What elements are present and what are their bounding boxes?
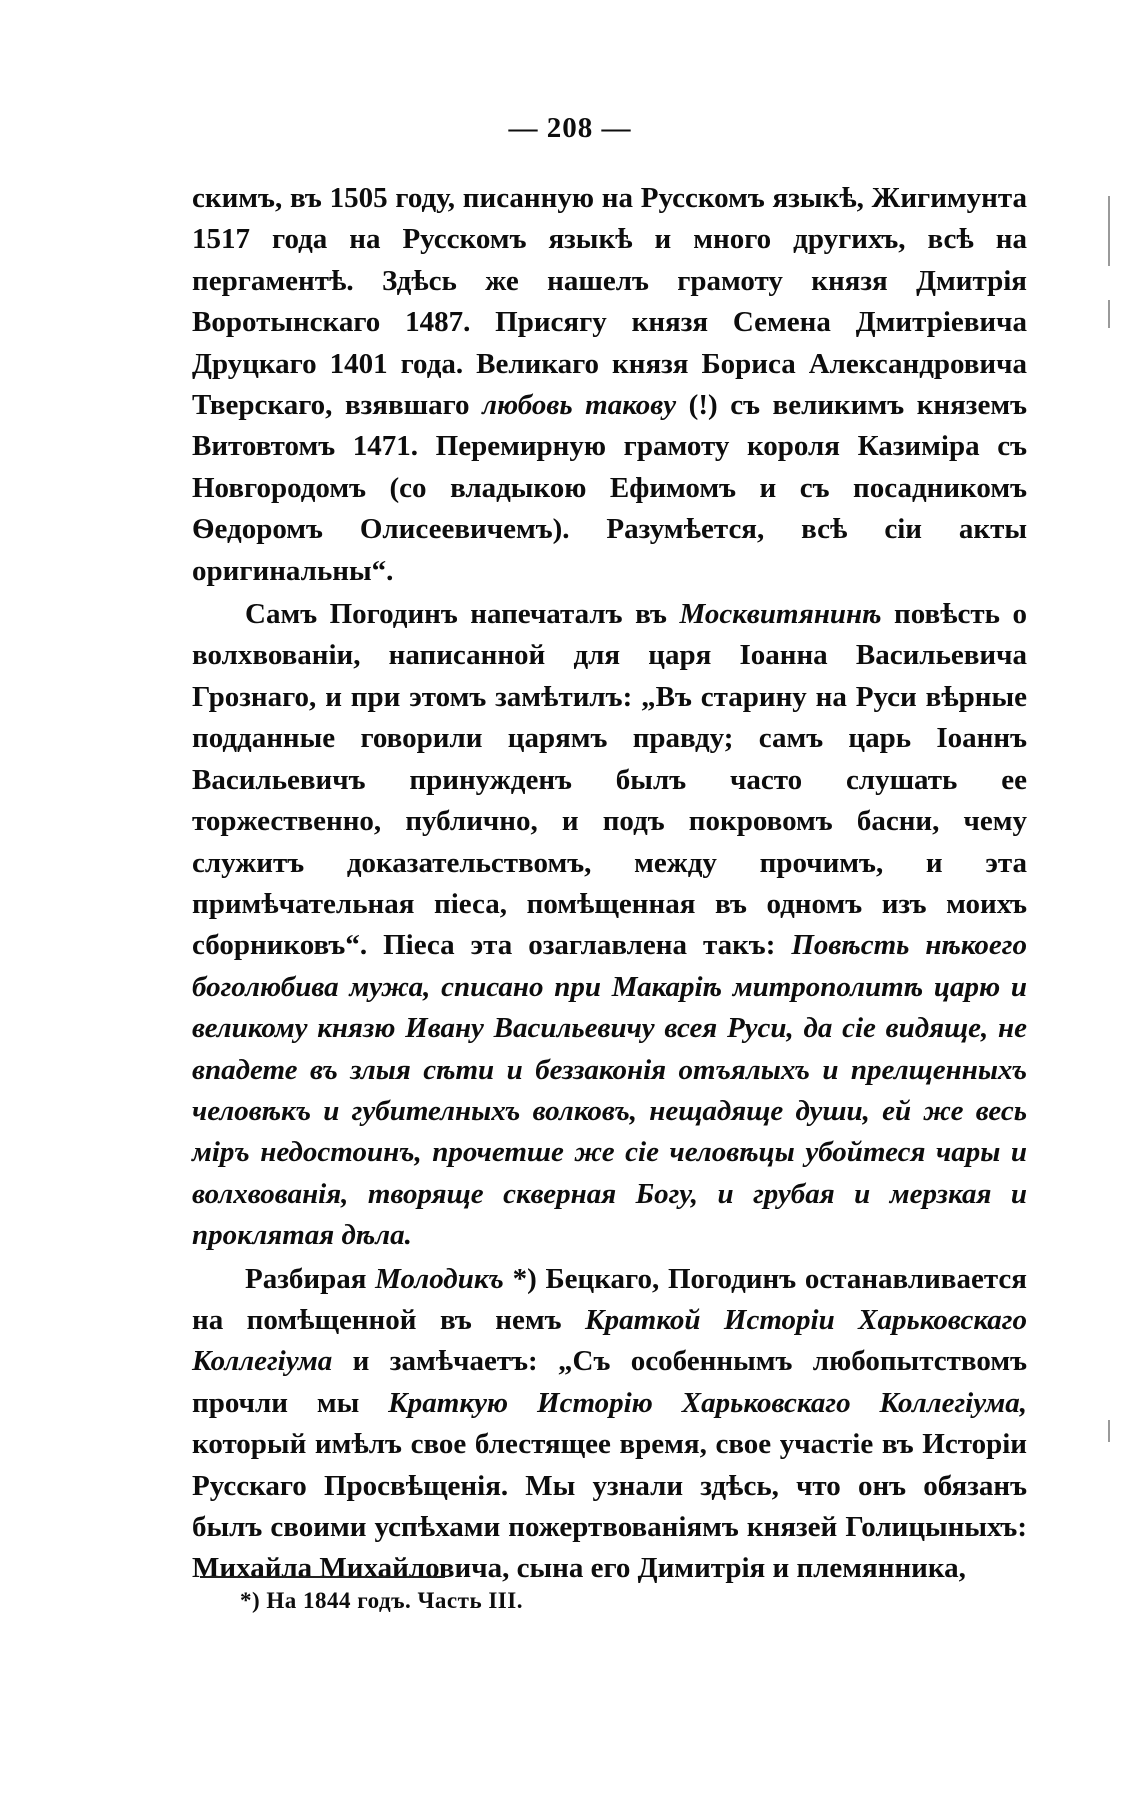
scan-margin-mark	[1108, 196, 1110, 266]
text-run: повѣсть о волхвованіи, написанной для царя Іоанна Васильевича Грознаго, и при этомъ замѣтилъ: „Въ старину на Руси вѣрные подданные говорили царямъ правду; самъ царь Іоаннъ Васильевичъ принужденъ былъ часто слушать ее торжественно, публично, и подъ покровомъ басни, чему служитъ доказательствомъ, между прочимъ, и эта примѣчательная піеса, помѣщенная въ одномъ изъ моихъ сборниковъ“. Піеса эта озаглавлена такъ:	[192, 598, 1027, 962]
text-run: (!) съ великимъ княземъ Витовтомъ 1471. Перемирную грамоту короля Казиміра съ Новгородомъ (со владыкою Ефимомъ и съ посадникомъ Ѳедоромъ Олисеевичемъ). Разумѣется, всѣ сіи акты оригинальны“.	[192, 389, 1027, 587]
italic-text-run: Повѣсть нѣкоего боголюбива мужа, списано при Макаріѣ митрополитѣ царю и великому князю Ивану Васильевичу всея Руси, да сіе видяще, не впадете въ злыя сѣти и беззаконія отъялыхъ и прелщенныхъ человѣкъ и губителныхъ волковъ, нещадяще души, ей же весь міръ недостоинъ, прочетше же сіе человѣцы убойтеся чары и волхвованія, творяще скверная Богу, и грубая и мерзкая и проклятая дѣла.	[192, 929, 1027, 1252]
scan-margin-mark	[1108, 300, 1110, 328]
italic-text-run: Молодикъ	[375, 1262, 504, 1295]
italic-text-run: Краткую Исторію Харьковскаго Коллегіума,	[388, 1386, 1027, 1419]
text-run: Разбирая	[245, 1262, 376, 1295]
text-run: *) Бецкаго, Погодинъ останавливается на помѣщенной въ немъ	[192, 1262, 1027, 1336]
body-text	[192, 178, 1027, 1590]
text-run: скимъ, въ 1505 году, писанную на Русскомъ языкѣ, Жигимунта 1517 года на Русскомъ языкѣ и много другихъ, всѣ на пергаментѣ. Здѣсь же нашелъ грамоту князя Дмитрія Воротынскаго 1487. Присягу князя Семена Дмитріевича Друцкаго 1401 года. Великаго князя Бориса Александровича Тверскаго, взявшаго	[192, 182, 1027, 422]
italic-text-run: Краткой Исторіи Харьковскаго Коллегіума	[192, 1303, 1028, 1378]
text-run: который имѣлъ свое блестящее время, свое участіе въ Исторіи Русскаго Просвѣщенія. Мы узнали здѣсь, что онъ обязанъ былъ своими успѣхами пожертвованіямъ князей Голицыныхъ: Михайла Михайловича, сына его Димитрія и племянника,	[192, 1428, 1027, 1585]
paragraph-2	[192, 594, 1027, 1257]
italic-text-run: любовь такову	[482, 389, 677, 422]
italic-text-run: Москвитянинѣ	[679, 598, 882, 631]
text-run: Самъ Погодинъ напечаталъ въ	[245, 598, 680, 631]
text-run: и замѣчаетъ: „Съ особеннымъ любопытствомъ прочли мы	[192, 1345, 1027, 1419]
footnote: *) На 1844 годъ. Часть III.	[240, 1588, 523, 1613]
footnote-divider	[200, 1576, 445, 1578]
paragraph-1	[192, 178, 1027, 592]
paragraph-3	[192, 1259, 1027, 1590]
page-number: — 208 —	[508, 112, 632, 144]
scan-margin-mark	[1108, 1420, 1110, 1442]
